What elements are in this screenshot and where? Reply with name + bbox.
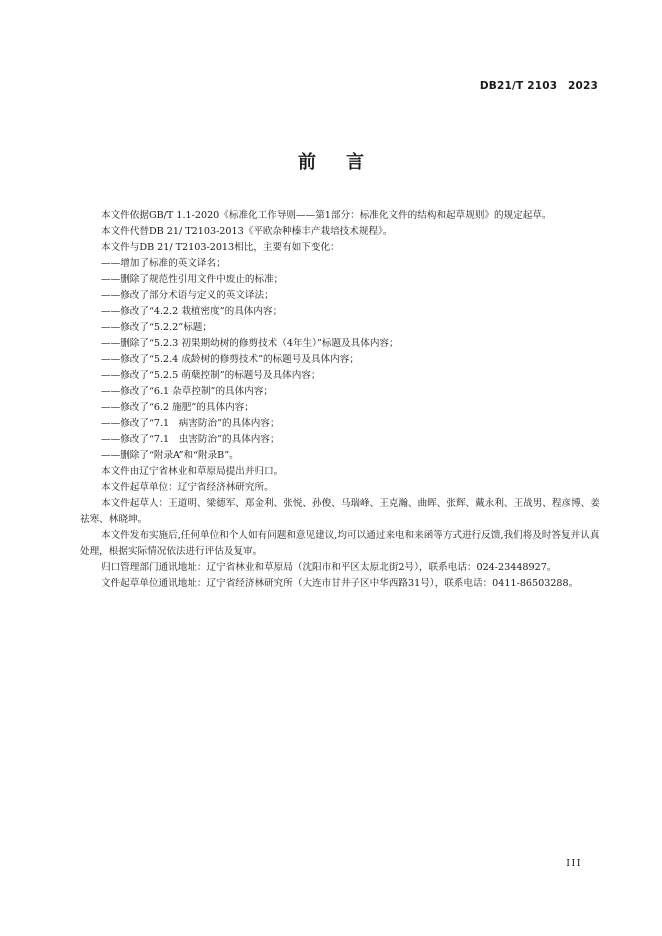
change-item: ——修改了“5.2.4 成龄树的修剪技术”的标题号及具体内容； [101, 354, 359, 365]
change-item: ——修改了“7.1 病害防治”的具体内容； [101, 418, 280, 429]
paragraph-drafters: 本文件起草人：王道明、梁德军、郑金利、张悦、孙俊、马瑞峰、王克瀚、曲晖、张辉、戴永利、王战男、程彦博、姜祛寒、林晓坤。 [80, 498, 600, 525]
change-item: ——删除了“附录A”和“附录B”。 [101, 450, 239, 461]
change-item: ——修改了“7.1 虫害防治”的具体内容； [101, 434, 280, 445]
paragraph-authority-address: 归口管理部门通讯地址：辽宁省林业和草原局（沈阳市和平区太原北街2号），联系电话：024-23448927。 [101, 562, 557, 573]
paragraph-feedback: 本文件发布实施后,任何单位和个人如有问题和意见建议,均可以通过来电和来函等方式进行反馈,我们将及时答复并认真处理，根据实际情况依法进行评估及复审。 [80, 530, 600, 557]
foreword-body [80, 208, 600, 592]
paragraph-drafter-address: 文件起草单位通讯地址：辽宁省经济林研究所（大连市甘井子区中华西路31号），联系电话：0411-86503288。 [101, 578, 579, 589]
change-item: ——删除了“5.2.3 初果期幼树的修剪技术（4年生）”标题及具体内容； [101, 338, 399, 349]
change-item: ——删除了规范性引用文件中废止的标准； [101, 274, 284, 285]
page-number: III [566, 858, 582, 869]
change-item: ——修改了“4.2.2 栽植密度”的具体内容； [101, 306, 283, 317]
paragraph-changes-intro: 本文件与DB 21/ T2103-2013相比，主要有如下变化： [101, 242, 340, 253]
change-item: ——修改了部分术语与定义的英文译法； [101, 290, 274, 301]
change-item: ——修改了“6.2 施肥”的具体内容； [101, 402, 254, 413]
header-divider [64, 99, 598, 100]
document-code: DB21/T 2103 2023 [479, 80, 598, 92]
paragraph-proposer: 本文件由辽宁省林业和草原局提出并归口。 [101, 466, 284, 477]
change-item: ——修改了“6.1 杂草控制”的具体内容； [101, 386, 274, 397]
change-item: ——修改了“5.2.2”标题； [101, 322, 212, 333]
paragraph-replaces: 本文件代替DB 21/ T2103-2013《平欧杂种榛丰产栽培技术规程》。 [101, 226, 393, 237]
paragraph-basis: 本文件依据GB/T 1.1-2020《标准化工作导则——第1部分：标准化文件的结构和起草规则》的规定起草。 [101, 210, 552, 221]
change-item: ——增加了标准的英文译名； [101, 258, 226, 269]
paragraph-drafting-unit: 本文件起草单位：辽宁省经济林研究所。 [101, 482, 274, 493]
change-item: ——修改了“5.2.5 萌蘖控制”的标题号及具体内容； [101, 370, 321, 381]
page-title: 前言 [298, 152, 394, 173]
